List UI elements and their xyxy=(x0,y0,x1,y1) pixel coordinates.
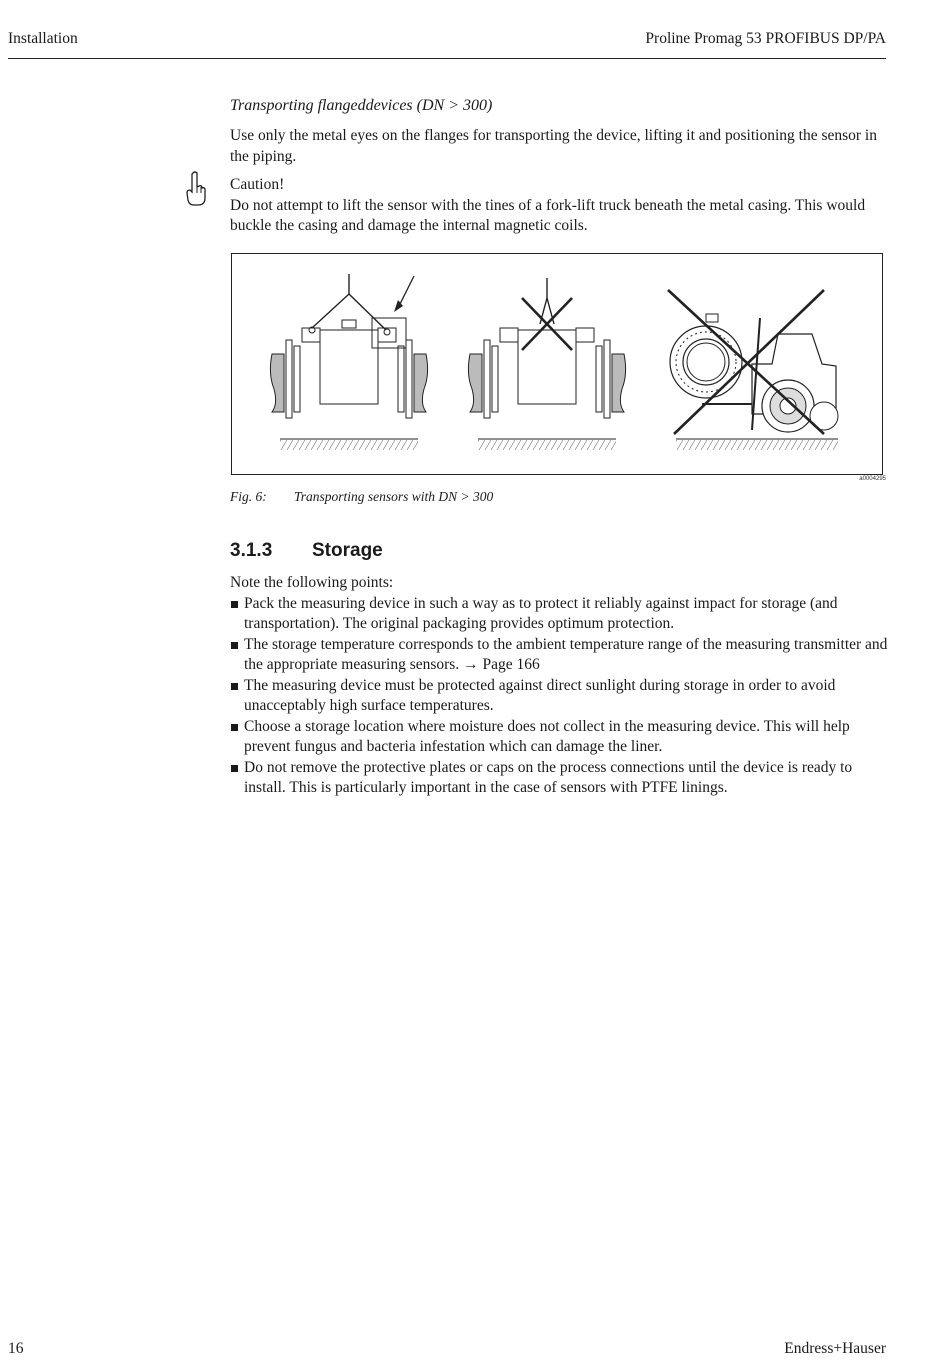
figure-caption xyxy=(230,489,493,505)
list-item: Choose a storage location where moisture does not collect in the measuring device. This will help prevent fungus and bacteria infestation which can damage the liner. xyxy=(230,717,890,758)
list-item: Pack the measuring device in such a way as to protect it reliably against impact for storage (and transportation). The original packaging provides optimum protection. xyxy=(230,594,890,635)
caution-title: Caution! xyxy=(230,176,285,193)
storage-notes xyxy=(230,573,890,799)
list-item: Do not remove the protective plates or caps on the process connections until the device is ready to install. This is particularly important in the case of sensors with PTFE linings. xyxy=(230,758,890,799)
caption-text: Transporting sensors with DN > 300 xyxy=(294,489,494,504)
transport-illustration xyxy=(232,254,884,476)
bullet-icon xyxy=(231,642,238,649)
caution-block xyxy=(230,175,890,237)
caption-number: Fig. 6: xyxy=(230,489,267,504)
storage-points-list xyxy=(230,594,890,799)
list-item: The storage temperature corresponds to the ambient temperature range of the measuring transmitter and the appropriate measuring sensors. → Page 166 xyxy=(230,635,890,676)
notes-intro: Note the following points: xyxy=(230,574,394,591)
header-section: Installation xyxy=(8,30,78,47)
panel-wrong-lifting xyxy=(468,278,625,450)
caution-text: Do not attempt to lift the sensor with the tines of a fork-lift truck beneath the metal casing. This would buckle the casing and damage the internal magnetic coils. xyxy=(230,196,866,234)
list-item: The measuring device must be protected against direct sunlight during storage in order to avoid unacceptably high surface temperatures. xyxy=(230,676,890,717)
bullet-icon xyxy=(231,724,238,731)
panel-forklift-forbidden xyxy=(668,290,838,450)
bullet-icon xyxy=(231,601,238,608)
transport-figure xyxy=(231,253,883,475)
panel-correct-lifting xyxy=(270,274,427,450)
bullet-icon xyxy=(231,765,238,772)
section-heading xyxy=(230,540,383,562)
page-number: 16 xyxy=(8,1340,24,1357)
section-number: 3.1.3 xyxy=(230,540,273,561)
bullet-icon xyxy=(231,683,238,690)
section-title: Storage xyxy=(312,540,383,561)
hand-pointing-icon xyxy=(184,171,208,207)
intro-paragraph: Use only the metal eyes on the flanges for transporting the device, lifting it and positioning the sensor in the piping. xyxy=(230,127,877,165)
figure-code: a0004295 xyxy=(859,476,886,482)
page-header xyxy=(8,30,886,59)
header-product: Proline Promag 53 PROFIBUS DP/PA xyxy=(645,30,886,47)
brand-name: Endress+Hauser xyxy=(784,1340,886,1357)
subheading: Transporting flangeddevices (DN > 300) xyxy=(230,97,493,114)
